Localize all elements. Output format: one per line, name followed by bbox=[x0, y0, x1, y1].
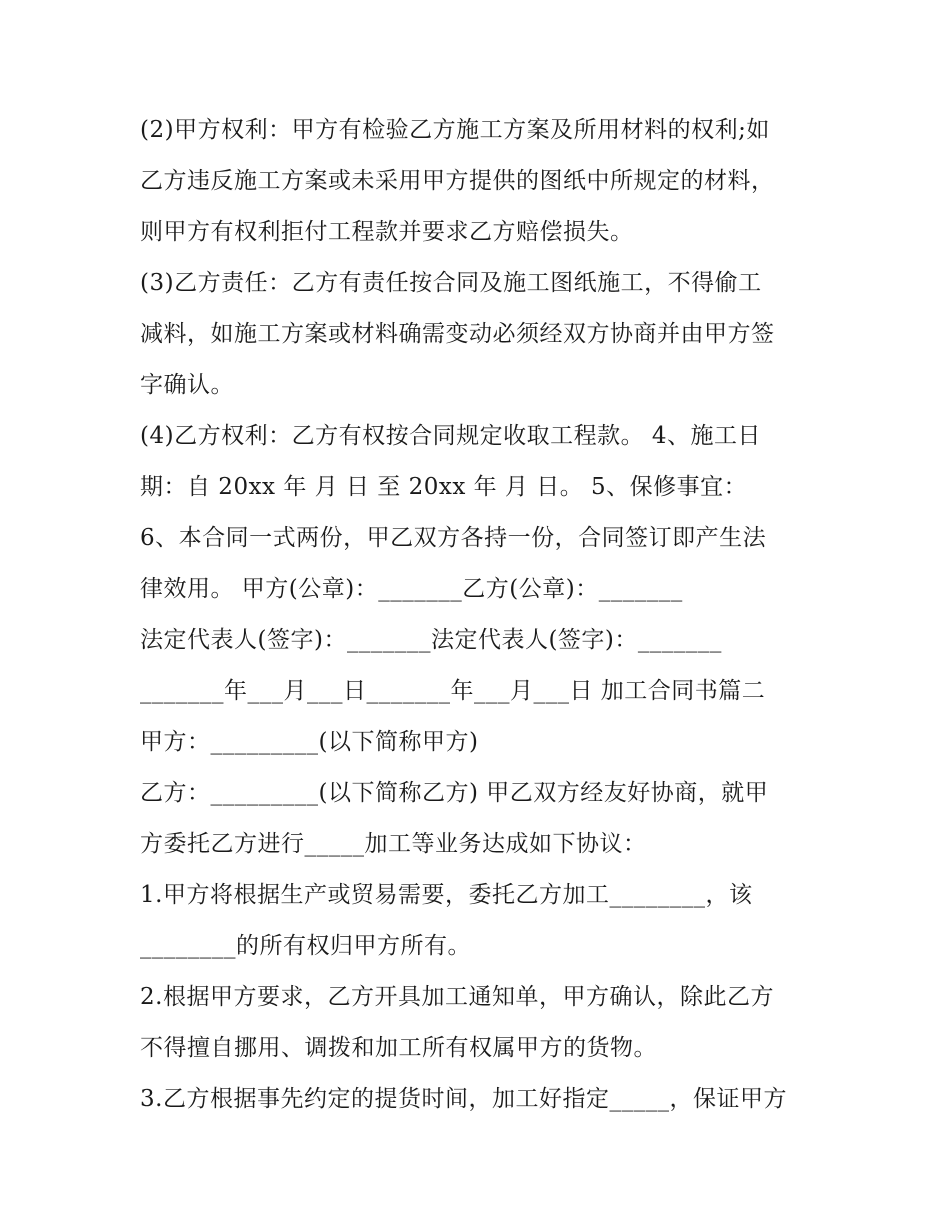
text-line: 乙方：_________(以下简称乙方) 甲乙双方经友好协商，就甲 bbox=[140, 780, 769, 806]
text-line: ________的所有权归甲方所有。 bbox=[140, 933, 471, 959]
text-line: 法定代表人(签字)：_______法定代表人(签字)：_______ bbox=[140, 627, 722, 653]
text-line: (2)甲方权利：甲方有检验乙方施工方案及所用材料的权利;如 bbox=[140, 117, 770, 143]
text-line: 2.根据甲方要求，乙方开具加工通知单，甲方确认，除此乙方 bbox=[140, 984, 774, 1010]
text-line: 1.甲方将根据生产或贸易需要，委托乙方加工________，该 bbox=[140, 882, 753, 908]
text-line: 期：自 20xx 年 月 日 至 20xx 年 月 日。 5、保修事宜： bbox=[140, 474, 748, 500]
text-line: 方委托乙方进行_____加工等业务达成如下协议： bbox=[140, 831, 647, 857]
text-line: 乙方违反施工方案或未采用甲方提供的图纸中所规定的材料， bbox=[140, 168, 775, 194]
text-line: 则甲方有权利拒付工程款并要求乙方赔偿损失。 bbox=[140, 219, 634, 245]
text-line: _______年___月___日_______年___月___日 加工合同书篇二 bbox=[140, 678, 766, 704]
text-line: (3)乙方责任：乙方有责任按合同及施工图纸施工，不得偷工 bbox=[140, 270, 762, 296]
text-line: 3.乙方根据事先约定的提货时间，加工好指定_____，保证甲方 bbox=[140, 1086, 787, 1112]
text-line: 甲方：_________(以下简称甲方) bbox=[140, 729, 479, 755]
document-body bbox=[140, 105, 830, 1125]
text-line: (4)乙方权利：乙方有权按合同规定收取工程款。 4、施工日 bbox=[140, 423, 762, 449]
text-line: 减料，如施工方案或材料确需变动必须经双方协商并由甲方签 bbox=[140, 321, 775, 347]
text-line: 律效用。 甲方(公章)：_______乙方(公章)：_______ bbox=[140, 576, 683, 602]
text-line: 字确认。 bbox=[140, 372, 234, 398]
text-line: 6、本合同一式两份，甲乙双方各持一份，合同签订即产生法 bbox=[140, 525, 767, 551]
text-line: 不得擅自挪用、调拨和加工所有权属甲方的货物。 bbox=[140, 1035, 657, 1061]
